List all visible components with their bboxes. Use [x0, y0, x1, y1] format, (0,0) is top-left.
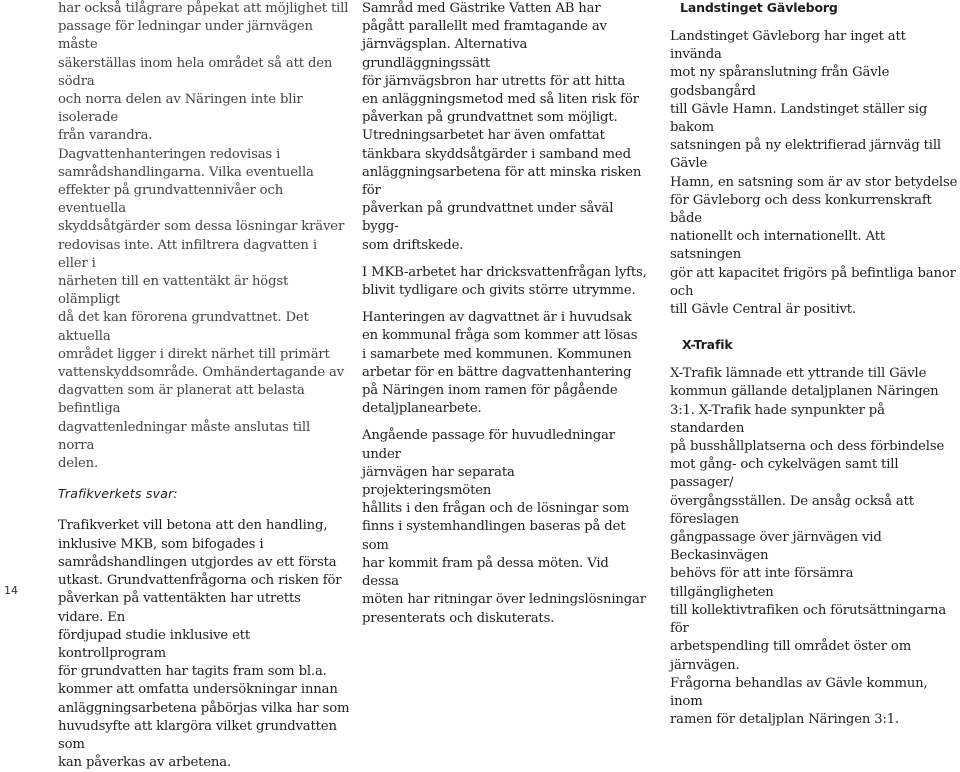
right-column	[670, 0, 958, 729]
paragraph-gastrike-vatten: Samråd med Gästrike Vatten AB har pågått parallellt med framtagande av järnvägsplan. Alternativa grundläggningssätt för järnvägsbron har utretts för att hitta en anläggningsmetod med så liten risk för påverkan på grundvattnet som möjligt. Utredningsarbetet har även omfattat tänkbara skyddsåtgärder i samband med anläggningsarbetena för att minska risken för påverkan på grundvattnet under såväl bygg- som driftskede.	[362, 1, 642, 253]
paragraph-landstinget: Landstinget Gävleborg har inget att invända mot ny spåranslutning från Gävle godsbangård till Gävle Hamn. Landstinget ställer sig bakom satsningen på ny elektrifierad järnväg till Gävle Hamn, en satsning som är av stor betydelse för Gävleborg och dess konkurrenskraft både nationellt och internationellt. Att satsningen gör att kapacitet frigörs på befintliga banor och till Gävle Central är positivt.	[670, 29, 958, 318]
heading-x-trafik: X-Trafik	[682, 337, 733, 353]
heading-landstinget: Landstinget Gävleborg	[680, 0, 838, 15]
intro-paragraph: har också tilågrare påpekat att möjlighet till passage för ledningar under järnvägen måste säkerställas inom hela området så att den södra och norra delen av Näringen inte blir isolerade från varandra. Dagvattenhanteringen redovisas i samrådshandlingarna. Vilka eventuella effekter på grundvattennivåer och eventuella skyddsåtgärder som dessa lösningar kräver redovisas inte. Att infiltrera dagvatten i eller i närheten till en vattentäkt är högst olämpligt då det kan förorena grundvattnet. Det aktuella området ligger i direkt närhet till primärt vattenskyddsområde. Omhändertagande av dagvatten som är planerat att belasta befintliga dagvattenledningar måste anslutas till norra delen.	[58, 1, 349, 472]
paragraph-dagvatten: Hanteringen av dagvattnet är i huvudsak en kommunal fråga som kommer att lösas i samarbete med kommunen. Kommunen arbetar för en bättre dagvattenhantering på Näringen inom ramen för pågående detaljplanearbete.	[362, 310, 638, 417]
middle-column	[362, 0, 647, 628]
left-column	[58, 0, 350, 772]
paragraph-passage: Angående passage för huvudledningar under järnvägen har separata projekteringsmöten hållits i den frågan och de lösningar som finns i systemhandlingen baseras på det som har kommit fram på dessa möten. Vid dessa möten har ritningar över ledningslösningar presenterats och diskuterats.	[362, 428, 646, 626]
page-number: 14	[4, 584, 18, 597]
answer-heading: Trafikverkets svar:	[58, 486, 178, 502]
paragraph-x-trafik: X-Trafik lämnade ett yttrande till Gävle kommun gällande detaljplanen Näringen 3:1. X-Trafik hade synpunkter på standarden på busshållplatserna och dess förbindelse mot gång- och cykelvägen samt till passager/ övergångsställen. De ansåg också att föreslagen gångpassage över järnvägen vid Beckasinvägen behövs för att inte försämra tillgängligheten till kollektivtrafiken och förutsättningarna för arbetspendling till området öster om järnvägen. Frågorna behandlas av Gävle kommun, inom ramen för detaljplan Näringen 3:1.	[670, 366, 947, 728]
answer-paragraph: Trafikverket vill betona att den handling, inklusive MKB, som bifogades i samrådshandlingen utgjordes av ett första utkast. Grundvattenfrågorna och risken för påverkan på vattentäkten har utretts vidare. En fördjupad studie inklusive ett kontrollprogram för grundvatten har tagits fram som bl.a. kommer att omfatta undersökningar innan anläggningsarbetena påbörjas vilka har som huvudsyfte att klargöra vilket grundvatten som kan påverkas av arbetena.	[58, 518, 350, 771]
paragraph-mkb: I MKB-arbetet har dricksvattenfrågan lyfts, blivit tydligare och givits större utrymme.	[362, 264, 647, 299]
